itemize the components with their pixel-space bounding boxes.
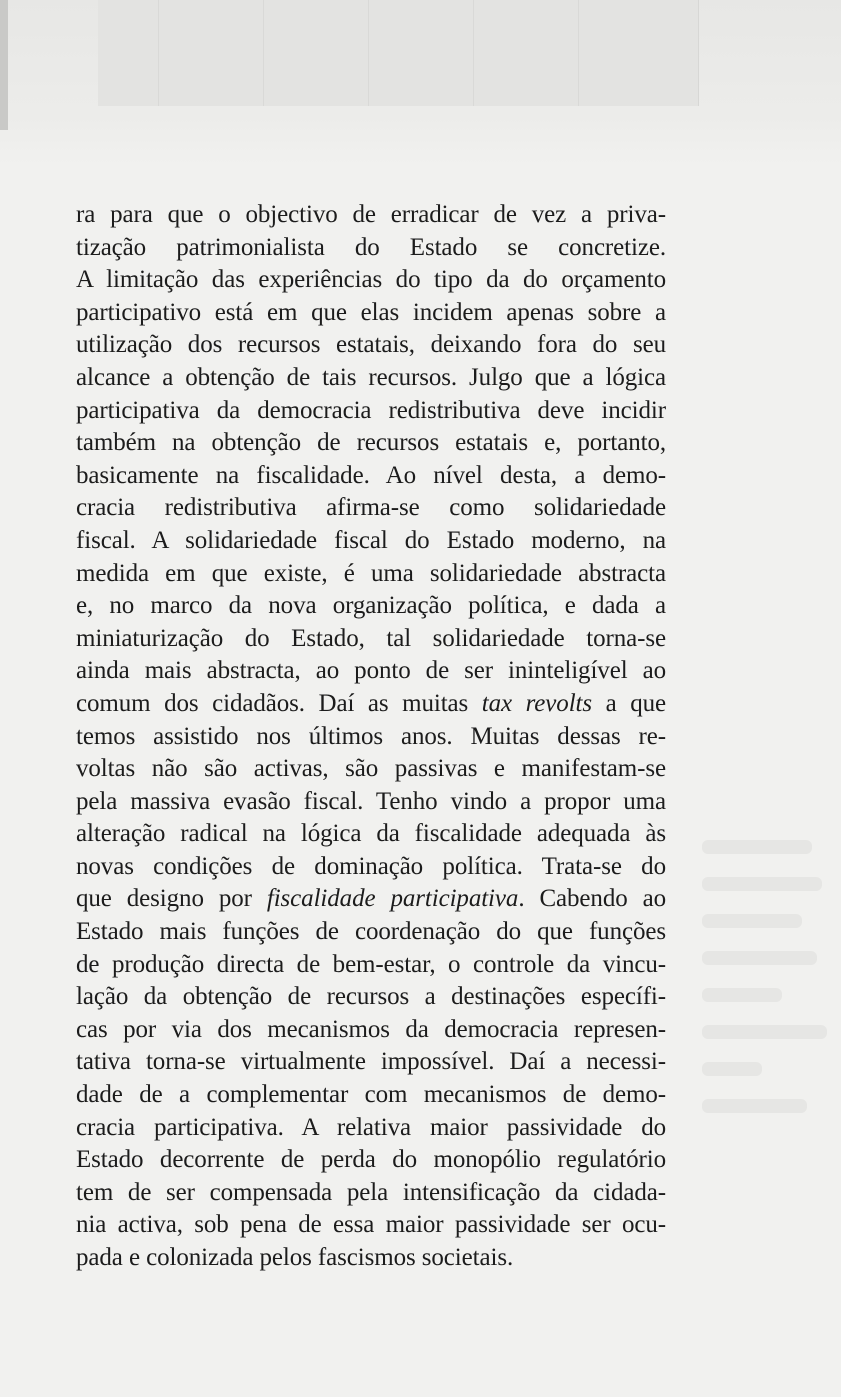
text-line: pada e colonizada pelos fascismos societais. — [76, 1244, 514, 1271]
text-line: e, no marco da nova organização política, e dada a — [76, 592, 666, 620]
text-line: Estado decorrente de perda do monopólio regulatório — [76, 1146, 666, 1174]
text-line: dade de a complementar com mecanismos de demo- — [76, 1081, 666, 1109]
italic-term: tax revolts — [481, 689, 593, 717]
italic-term: fiscalidade participativa — [266, 885, 519, 913]
text-line: tização patrimonialista do Estado se concretize. — [76, 233, 666, 261]
bleed-through-table-cell — [578, 0, 579, 106]
bleed-through-table-cell — [368, 0, 369, 106]
bleed-through-header-area — [0, 0, 841, 165]
text-line: temos assistido nos últimos anos. Muitas dessas re- — [76, 722, 666, 750]
text-line: utilização dos recursos estatais, deixando fora do seu — [76, 331, 666, 359]
bleed-through-table-cell — [263, 0, 264, 106]
text-line: também na obtenção de recursos estatais e, portanto, — [76, 429, 666, 457]
text-line: cas por via dos mecanismos da democracia represen- — [76, 1015, 666, 1043]
text-line: ainda mais abstracta, ao ponto de ser ininteligível ao — [76, 657, 666, 685]
text-line: pela massiva evasão fiscal. Tenho vindo a propor uma — [76, 787, 666, 815]
text-line: basicamente na fiscalidade. Ao nível desta, a demo- — [76, 461, 666, 489]
text-line: medida em que existe, é uma solidariedade abstracta — [76, 559, 666, 587]
text-line: tativa torna-se virtualmente impossível. Daí a necessi- — [76, 1048, 666, 1076]
text-segment: comum dos cidadãos. Daí as muitas — [76, 689, 482, 717]
text-line: participativo está em que elas incidem apenas sobre a — [76, 298, 666, 326]
bleed-through-table — [98, 0, 699, 106]
text-line: cracia participativa. A relativa maior passividade do — [76, 1113, 666, 1141]
text-line: novas condições de dominação política. Trata-se do — [76, 852, 666, 880]
text-segment: a que — [592, 689, 666, 717]
text-line: de produção directa de bem-estar, o controle da vincu- — [76, 950, 666, 978]
text-line: ra para que o objectivo de erradicar de vez a priva- — [76, 201, 666, 228]
text-line — [76, 688, 666, 721]
text-line: tem de ser compensada pela intensificação da cidada- — [76, 1178, 666, 1206]
text-line: alteração radical na lógica da fiscalidade adequada às — [76, 820, 666, 848]
text-line: alcance a obtenção de tais recursos. Julgo que a lógica — [76, 363, 666, 391]
page-edge-shadow — [0, 0, 8, 130]
text-line: cracia redistributiva afirma-se como solidariedade — [76, 494, 666, 522]
text-line — [76, 883, 666, 916]
text-line: miniaturização do Estado, tal solidariedade torna-se — [76, 624, 666, 652]
text-line: fiscal. A solidariedade fiscal do Estado moderno, na — [76, 526, 666, 554]
body-paragraph — [76, 199, 666, 1275]
text-line: voltas não são activas, são passivas e manifestam-se — [76, 755, 666, 783]
text-line: participativa da democracia redistributiva deve incidir — [76, 396, 666, 424]
text-line: Estado mais funções de coordenação do que funções — [76, 918, 666, 946]
text-line: lação da obtenção de recursos a destinações específi- — [76, 983, 666, 1011]
text-segment: que designo por — [76, 885, 267, 913]
bleed-through-table-cell — [158, 0, 159, 106]
bleed-through-margin-note — [672, 840, 841, 1150]
text-line: A limitação das experiências do tipo da do orçamento — [76, 266, 666, 294]
text-segment: . Cabendo ao — [518, 885, 667, 913]
bleed-through-table-cell — [473, 0, 474, 106]
text-line: nia activa, sob pena de essa maior passividade ser ocu- — [76, 1211, 666, 1239]
